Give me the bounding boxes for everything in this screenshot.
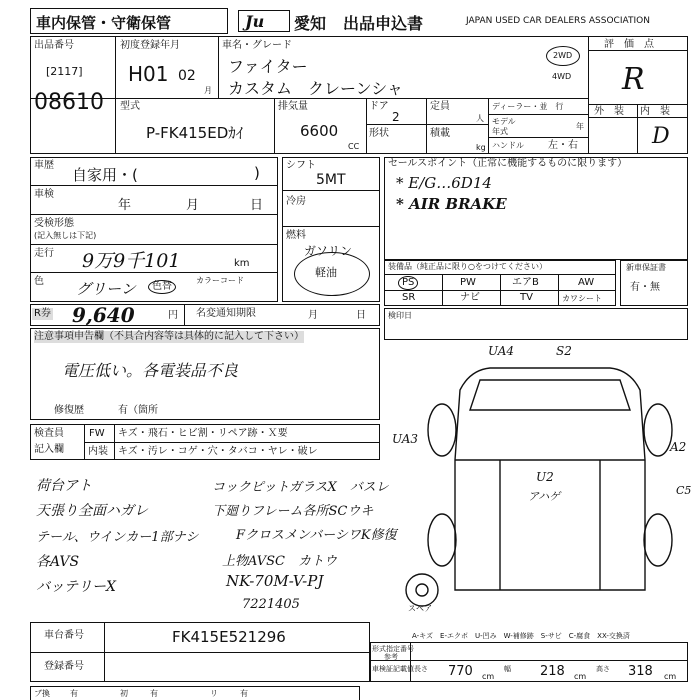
notes-text: 電圧低い。各電装品不良 [62,361,239,380]
registration-label: 初度登録年月 [120,40,180,51]
fw-items: キズ・飛石・ヒビ割・リペア跡・Ｘ要 [118,428,288,439]
handle-label: ハンドル [492,141,524,150]
fuel-label: 燃料 [286,230,306,241]
model-year-label: モデル年式 [492,117,516,136]
length-label: 長さ [414,665,428,673]
fw-label: FW [89,428,105,439]
dim-label-1: 形式指定番号 [372,645,414,653]
price-value: 9,640 [72,303,135,327]
hand-note-4: 各AVS [36,554,80,570]
doors-label: ドア [369,101,389,112]
bottom-4: 有 [150,689,158,698]
new-car-value: 有・無 [630,282,660,293]
model-value: P-FK415EDｶｲ [146,124,244,142]
inspection-year: 年 [118,198,132,213]
vehicle-name-label: 車名・グレード [222,40,292,51]
accept-note: (記入無しは下記) [34,231,97,240]
bottom-row [30,686,360,700]
logo-mark: Ju [238,10,290,32]
year-unit: 年 [576,122,584,131]
notice-month: 月 [308,310,318,321]
mark-a2: A2 [670,440,687,454]
equip-navi: ナビ [460,292,480,303]
hand-note-r6: 7221405 [242,597,300,612]
hand-note-2: 天張り全面ハガレ [36,503,148,519]
vehicle-grade: カスタム クレーンシャ [228,79,403,98]
inspector-code-label-1: 検査員 [34,428,64,439]
hand-note-r3: FクロスメンバーシワK修復 [236,528,397,543]
price-unit: 円 [168,310,178,321]
grade-overall: R [622,62,645,97]
inspector-code-label-2: 記入欄 [34,444,64,455]
vehicle-name: ファイター [228,57,308,76]
grade-interior-label: 内 装 [640,106,670,117]
color-value: グリーン [76,280,136,298]
damage-legend: A-キズ E-エクボ U-凹み W-補修跡 S-サビ C-腐食 XX-交換済 [412,632,630,640]
selling-point-1: * E/G…6D14 [396,174,492,192]
height-unit: cm [664,672,677,681]
lot-sub-code: [2117] [46,65,83,78]
height-label: 高さ [596,665,610,673]
registration-month: 02 [178,68,196,84]
bottom-3: 初 [120,689,128,698]
usage-value: 自家用・( [72,166,138,184]
length-unit: cm [482,672,495,681]
drive-2wd: 2WD [546,46,580,66]
mark-ua4: UA4 [488,344,515,358]
aircon-label: 冷房 [286,196,306,207]
mark-ua3: UA3 [392,432,419,446]
selling-point-2: * AIR BRAKE [396,195,507,213]
inspector-block [384,308,688,340]
hand-note-5: バッテリーX [36,579,116,595]
mileage-value: 9万9千101 [82,250,181,272]
bottom-6: 有 [240,689,248,698]
mileage-label: 走行 [34,248,54,259]
dim-label-3: 車検証記載値 [372,665,414,673]
doors-value: 2 [392,110,400,124]
int-label: 内装 [88,446,108,457]
venue-label: 車内保管・守衛保管 [36,14,172,32]
equip-aw: AW [578,277,595,288]
int-items: キズ・汚レ・コゲ・穴・タバコ・ヤレ・破レ [118,446,318,457]
mark-s2: S2 [556,344,572,358]
shift-value: 5MT [316,172,346,188]
inspection-day: 日 [250,198,264,213]
displacement-label: 排気量 [278,101,308,112]
chassis-value: FK415E521296 [172,628,286,646]
displacement-unit: CC [348,142,360,151]
chassis-label: 車台番号 [44,630,84,641]
fuel-value: ガソリン [304,244,353,258]
bottom-2: 有 [70,689,78,698]
notice-label: 名変通知期限 [196,308,256,319]
drive-4wd: 4WD [552,72,572,81]
new-car-label: 新車保証書 [626,263,666,272]
handle-options: 左・右 [548,140,578,151]
grade-exterior-label: 外 装 [594,106,624,117]
price-label: R券 [34,308,51,319]
load-unit: kg [476,143,486,152]
hand-note-1: 荷台アト [36,478,92,494]
lot-label: 出品番号 [34,40,74,51]
shift-label: シフト [286,160,316,171]
dim-label-2: 参考 [384,653,398,661]
shape-label: 形状 [369,128,389,139]
equip-airbag: エアB [512,277,539,288]
width-label: 幅 [504,665,511,673]
hand-note-r5: NK-70M-V-PJ [226,572,324,590]
grade-interior: D [652,124,670,149]
width-unit: cm [574,672,587,681]
equip-ps: PS [398,276,418,290]
load-label: 積載 [430,128,450,139]
lot-number: 08610 [34,90,104,115]
hand-note-r1: コックピットガラスX バスレ [212,480,389,495]
mileage-unit: km [234,258,250,269]
registration-era: H01 [128,62,169,86]
fuel-diagram: 軽油 [294,252,370,296]
spare-label: スペア [408,604,432,613]
usage-close: ) [254,164,260,182]
repair-label: 修復歴 [54,405,84,416]
mark-u2: U2 [536,470,554,484]
capacity-unit: 人 [476,114,484,123]
color-label: 色 [34,276,44,287]
inspector-label: 検印日 [388,311,412,320]
notes-label: 注意事項申告欄（不具合内容等は具体的に記入して下さい） [34,331,304,342]
logo-city: 愛知 [294,14,327,33]
equip-leather-seat: カワシート [562,294,602,303]
bottom-5: リ [210,689,218,698]
hand-note-3: テール、ウインカー1部ナシ [36,530,199,545]
usage-label: 車歴 [34,160,54,171]
displacement-value: 6600 [300,122,339,140]
registration-number-label: 登録番号 [44,661,84,672]
equip-sr: SR [402,292,416,303]
model-label: 型式 [120,101,140,112]
grade-label: 評 価 点 [604,39,654,50]
accept-label: 受検形態 [34,218,74,229]
registration-month-unit: 月 [204,86,212,95]
equip-tv: TV [520,292,533,303]
notice-day: 日 [356,310,366,321]
mark-c5: C5 [676,484,692,497]
selling-points-label: セールスポイント（正常に機能するものに限ります） [388,158,628,169]
hand-note-r2: 下廻りフレーム各所SCウキ [212,504,374,519]
form-title: 出品申込書 [343,14,424,33]
capacity-label: 定員 [430,101,450,112]
association-name: JAPAN USED CAR DEALERS ASSOCIATION [466,16,650,26]
inspection-label: 車検 [34,189,54,200]
repair-value: 有（箇所 [118,405,158,416]
length-value: 770 [448,664,473,679]
color-note: 色替 [148,280,176,294]
equip-pw: PW [460,277,476,288]
hand-note-r4: 上物AVSC カトウ [222,554,337,569]
width-value: 218 [540,664,565,679]
bottom-1: ブ換 [34,689,50,698]
inspection-month: 月 [186,198,200,213]
color-code-label: カラーコード [196,276,244,285]
height-value: 318 [628,664,653,679]
equipment-label: 装備品（純正品に限り○をつけてください） [388,262,547,271]
dealer-label: ディーラー・並 行 [492,102,564,111]
mark-paint: アハゲ [528,490,561,503]
